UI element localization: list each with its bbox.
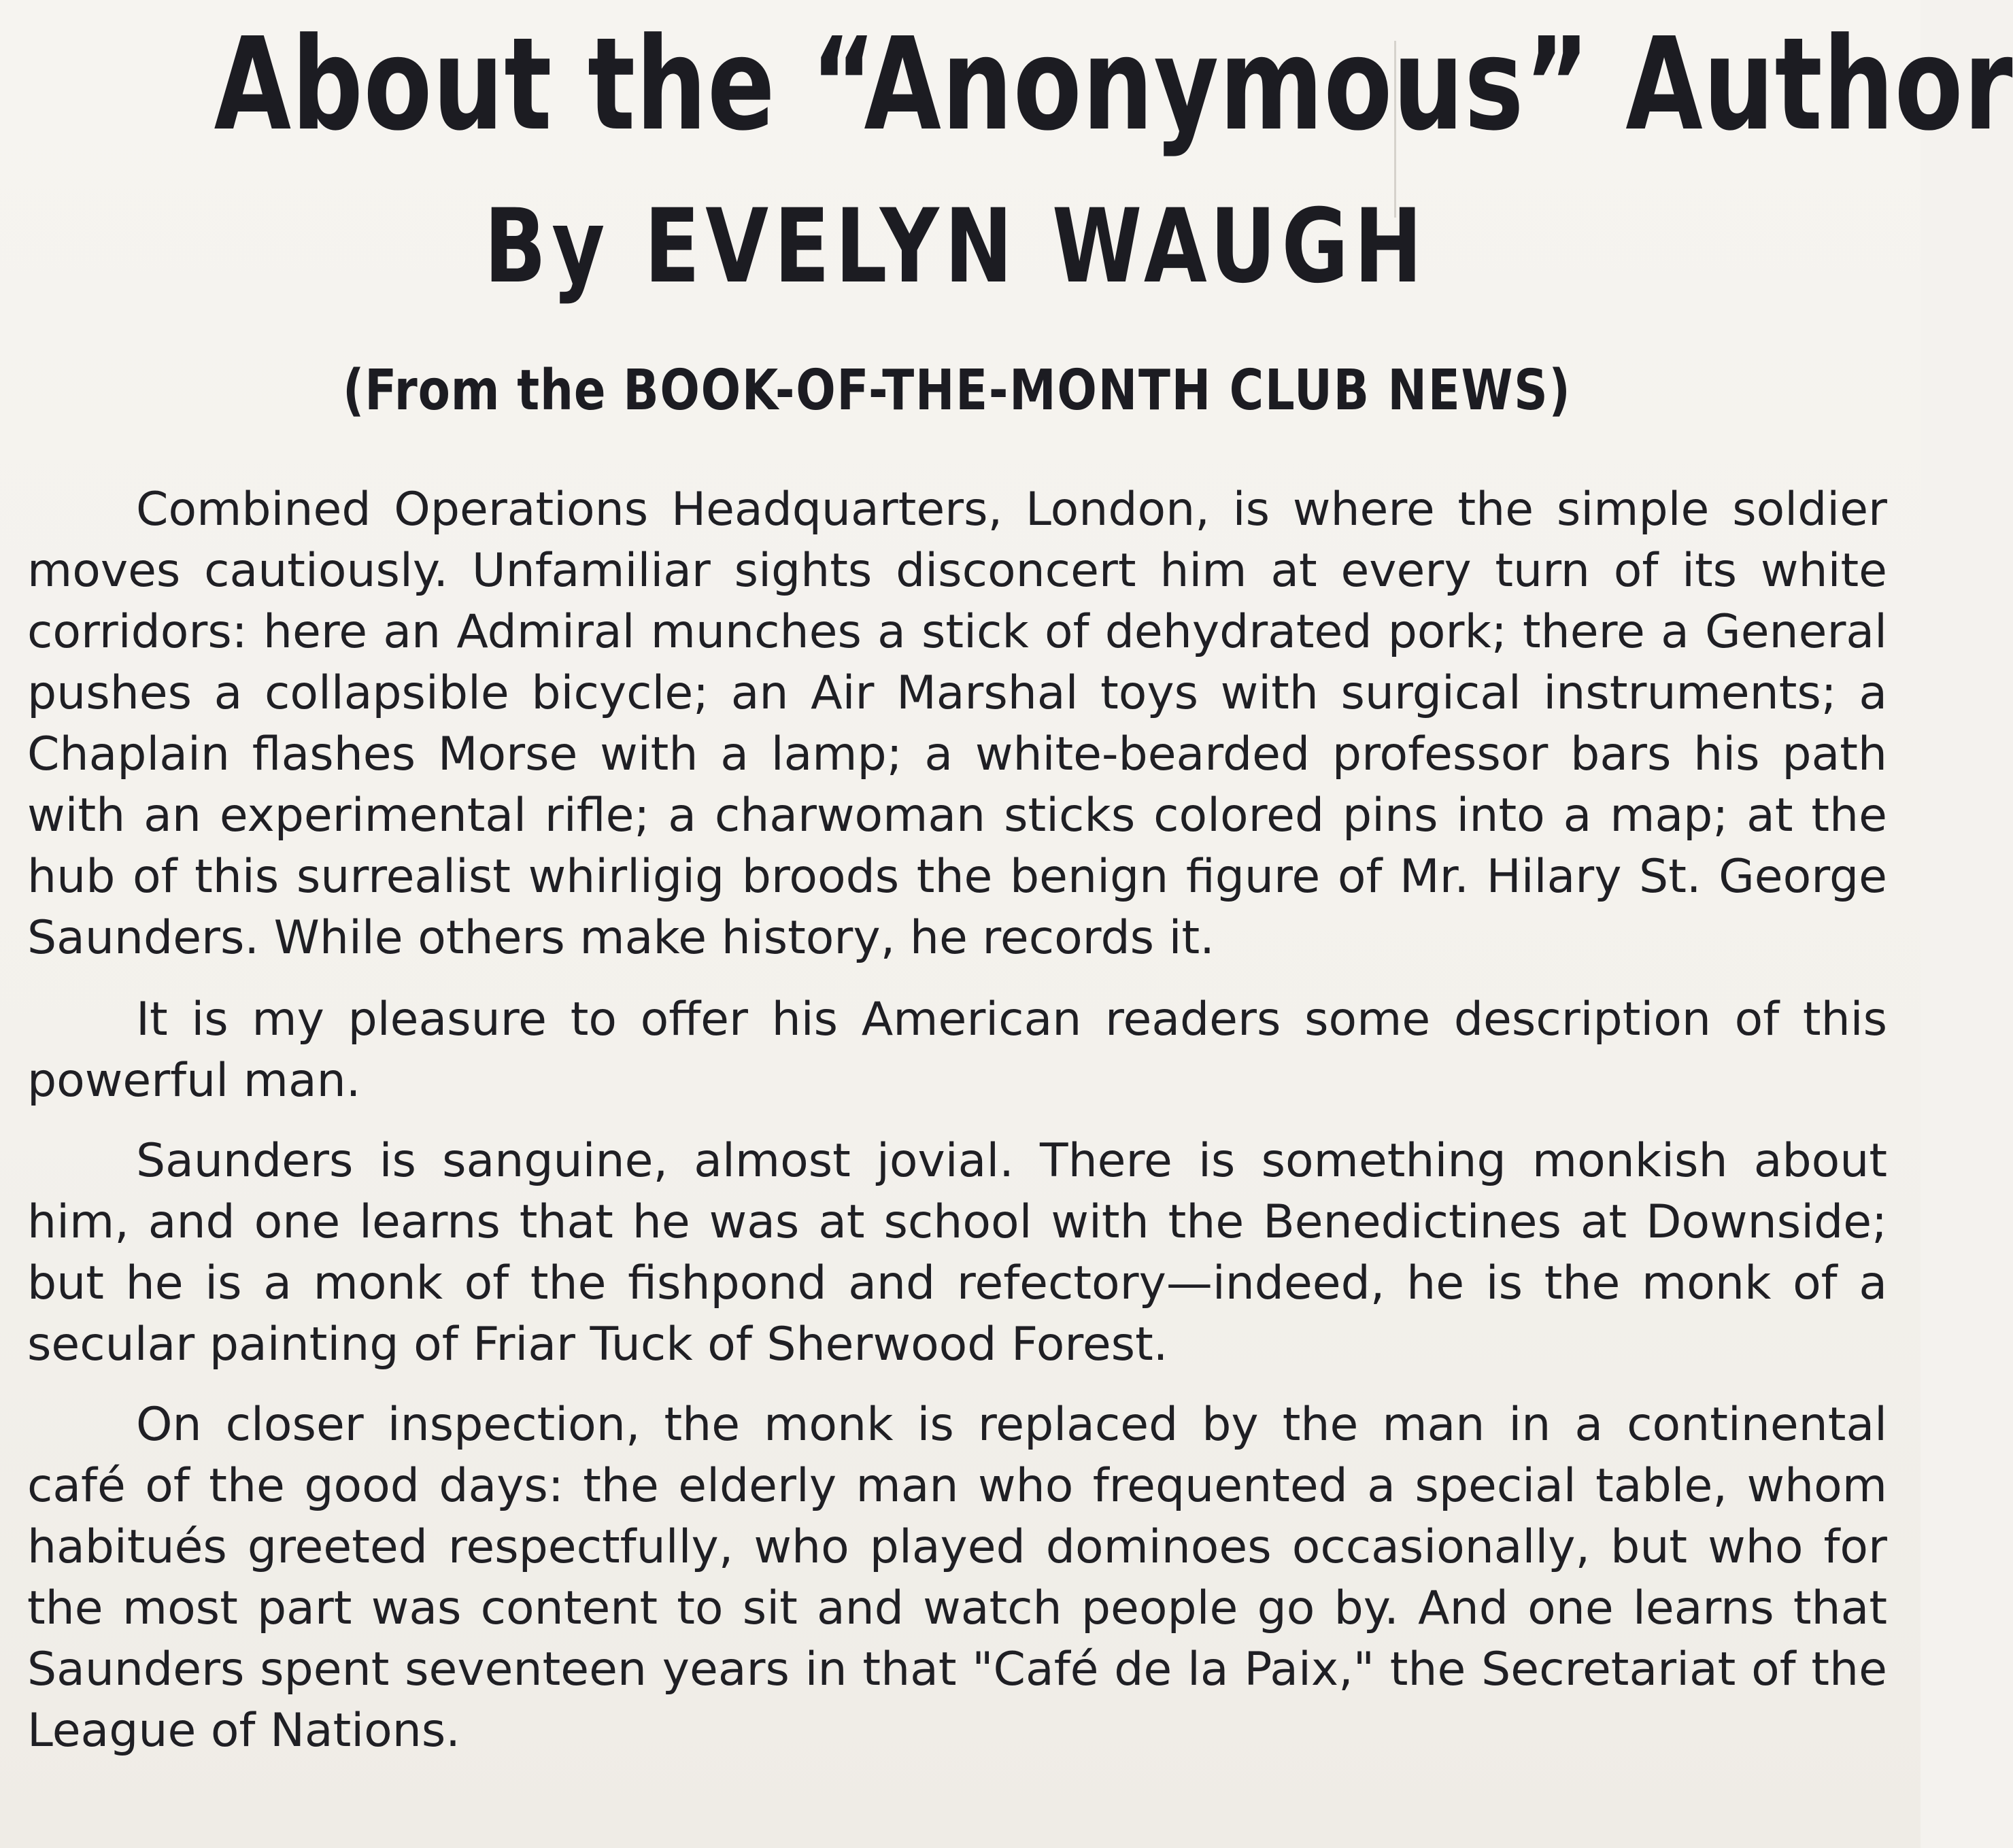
source-name: BOOK-OF-THE-MONTH CLUB NEWS: [623, 358, 1549, 423]
source-open: (From the: [342, 358, 624, 423]
title-part-post: Author: [1590, 10, 2013, 159]
title-part-quoted: “Anonymous”: [811, 10, 1591, 159]
paragraph-1: Combined Operations Headquarters, London, is where the simple soldier moves cautiously. Unfamiliar sights disconcert him at every turn of its white corridors: here an Admiral munches a stick of dehydrated pork; there a General pushes a collapsible bicycle; an Air Marshal toys with surgical instruments; a Chaplain flashes Morse with a lamp; a white-bearded professor bars his path with an experimental rifle; a charwoman sticks colored pins into a map; at the hub of this surrealist whirligig broods the benign figure of Mr. Hilary St. George Saunders. While others make history, he records it.: [27, 483, 1887, 965]
title-part-pre: About the: [214, 10, 811, 159]
source-close: ): [1549, 358, 1571, 423]
paragraph-4: On closer inspection, the monk is replaced by the man in a continental café of the good days: the elderly man who frequented a special table, whom habitués greeted respectfully, who played dominoes occasionally, but who for the most part was content to sit and watch people go by. And one learns that Saunders spent seventeen years in that "Café de la Paix," the Secretariat of the League of Nations.: [27, 1398, 1887, 1758]
paragraph-3: Saunders is sanguine, almost jovial. There is something monkish about him, and one learns that he was at school with the Benedictines at Downside; but he is a monk of the fishpond and refectory—indeed, he is the monk of a secular painting of Friar Tuck of Sherwood Forest.: [27, 1134, 1887, 1371]
article-byline: By EVELYN WAUGH: [484, 188, 1428, 306]
article-source: [150, 354, 1763, 428]
article-title: [214, 7, 2013, 163]
paragraph-2: It is my pleasure to offer his American readers some description of this powerful man.: [27, 993, 1887, 1108]
article-body: [27, 479, 1887, 1782]
